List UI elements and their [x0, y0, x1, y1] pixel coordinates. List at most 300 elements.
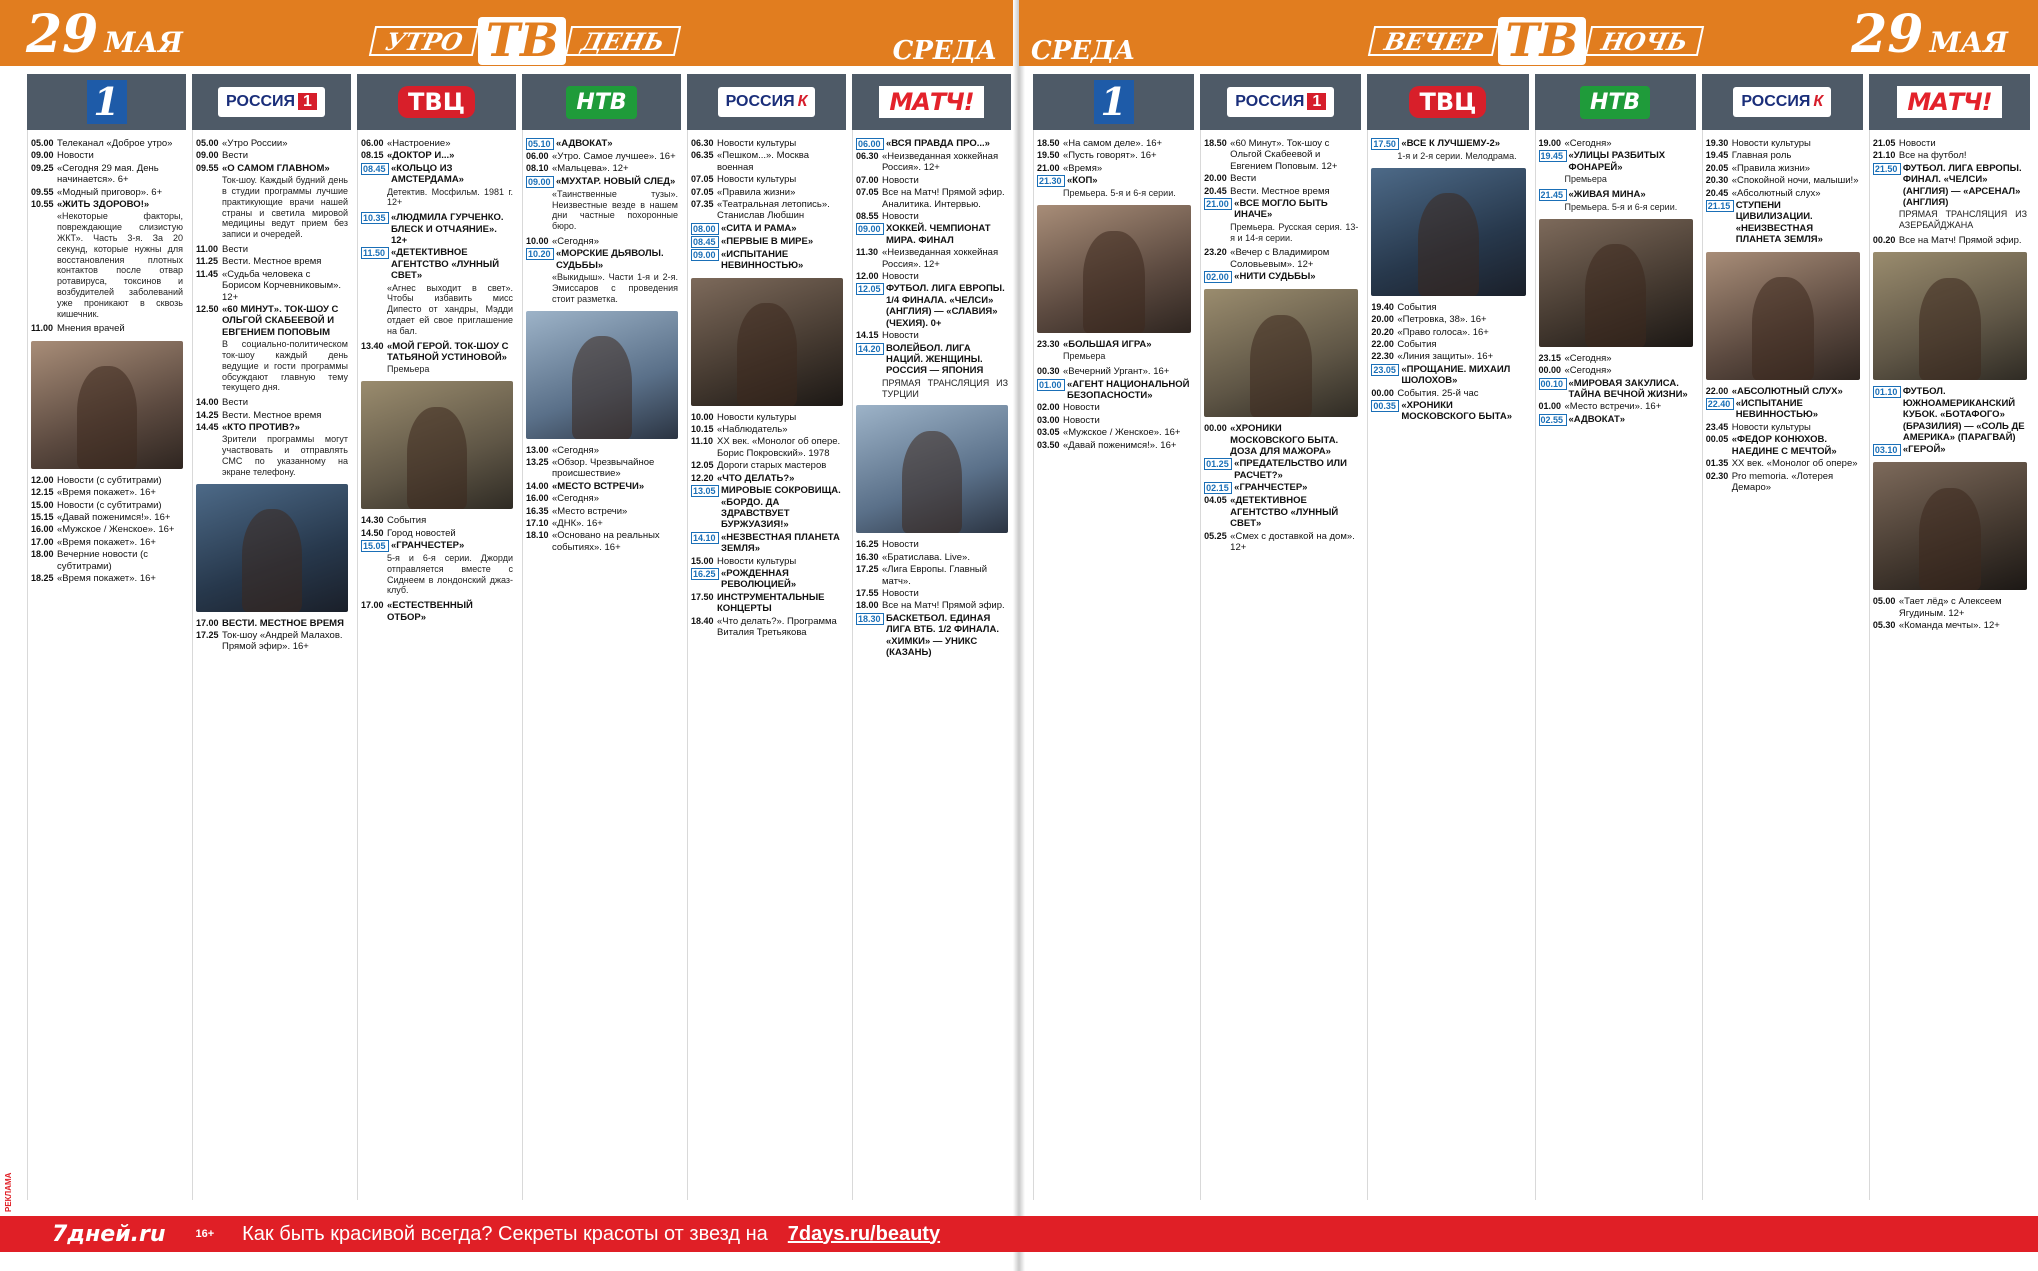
- entry-time: 12.05: [691, 460, 714, 471]
- entry-title: «БОЛЬШАЯ ИГРА»: [1063, 339, 1152, 351]
- entry-title: «Смех с доставкой на дом». 12+: [1230, 530, 1355, 553]
- schedule-entry[interactable]: [361, 528, 513, 539]
- schedule-entry[interactable]: [196, 397, 348, 408]
- schedule-entry[interactable]: [1204, 198, 1358, 221]
- entry-time: 18.50: [1204, 138, 1227, 148]
- schedule-entry[interactable]: [196, 256, 348, 267]
- schedule-entry[interactable]: [1037, 138, 1191, 149]
- schedule-entry[interactable]: [1873, 596, 2027, 619]
- schedule-entry[interactable]: [1037, 379, 1191, 402]
- entry-time: 20.05: [1705, 162, 1729, 173]
- schedule-entry[interactable]: [1204, 458, 1358, 481]
- entry-time: 18.00: [856, 600, 879, 611]
- schedule-entry[interactable]: [31, 138, 183, 149]
- entry-title: Главная роль: [1731, 150, 1792, 162]
- schedule-entry[interactable]: [526, 518, 678, 529]
- schedule-entry[interactable]: [856, 271, 1008, 282]
- schedule-entry[interactable]: [196, 304, 348, 338]
- entry-title: «ХРОНИКИ МОСКОВСКОГО БЫТА»: [1401, 400, 1513, 423]
- entry-time: 18.00: [31, 549, 54, 560]
- russia-k-logo: РОССИЯ К: [718, 87, 816, 117]
- schedule-entry[interactable]: [361, 247, 513, 281]
- entry-title: Новости культуры: [1731, 138, 1811, 149]
- entry-title: ФУТБОЛ. ЛИГА ЕВРОПЫ. 1/4 ФИНАЛА. «ЧЕЛСИ» (АНГЛИЯ) — «СЛАВИЯ» (ЧЕХИЯ). 0+: [886, 283, 1005, 329]
- schedule-entry[interactable]: [1037, 366, 1191, 377]
- schedule-entry[interactable]: [691, 473, 843, 484]
- tvc-logo: ТВЦ: [1409, 86, 1486, 118]
- schedule-entry[interactable]: [856, 588, 1008, 599]
- entry-time: 00.00: [1538, 365, 1562, 376]
- schedule-entry[interactable]: [856, 223, 1008, 246]
- schedule-entry[interactable]: [361, 138, 513, 149]
- schedule-entry[interactable]: [196, 422, 348, 433]
- schedule-entry[interactable]: [691, 568, 843, 591]
- entry-time: 16.25: [856, 539, 879, 550]
- entry-title: Новости: [882, 539, 919, 551]
- entry-title: ХОККЕЙ. ЧЕМПИОНАТ МИРА. ФИНАЛ: [886, 223, 991, 246]
- photo-figure: [1250, 315, 1312, 417]
- channel-column: [192, 74, 351, 1200]
- schedule-entry[interactable]: [856, 552, 1008, 563]
- schedule-entry[interactable]: [1204, 423, 1358, 457]
- entry-time: 05.00: [1872, 596, 1896, 607]
- schedule-entry[interactable]: [1539, 189, 1693, 201]
- channel-column: [357, 74, 516, 1200]
- schedule-entry[interactable]: [691, 424, 843, 435]
- schedule-entry[interactable]: [1706, 150, 1860, 161]
- entry-title: Pro memoria. «Лотерея Демаро»: [1731, 470, 1834, 493]
- schedule-entry[interactable]: [856, 330, 1008, 341]
- schedule-entry[interactable]: [691, 436, 843, 459]
- schedule-entry[interactable]: [856, 343, 1008, 377]
- schedule-entry[interactable]: [1037, 163, 1191, 174]
- schedule-entry[interactable]: [856, 187, 1008, 210]
- schedule-entry[interactable]: [31, 549, 183, 572]
- schedule-entry[interactable]: [196, 138, 348, 149]
- schedule-list: [1200, 130, 1361, 1200]
- entry-title: «Давай поженимся!». 16+: [1063, 439, 1177, 451]
- schedule-entry[interactable]: [31, 524, 183, 535]
- tvc-logo: ТВЦ: [398, 86, 475, 118]
- schedule-entry[interactable]: [856, 613, 1008, 659]
- entry-time: 05.00: [31, 138, 54, 148]
- schedule-entry[interactable]: [1037, 402, 1191, 413]
- entry-time: 23.20: [1204, 247, 1227, 258]
- entry-time: 09.00: [691, 249, 719, 261]
- schedule-entry[interactable]: [1204, 482, 1358, 494]
- schedule-entry[interactable]: [856, 564, 1008, 587]
- schedule-entry[interactable]: [691, 236, 843, 248]
- entry-time: 21.50: [1873, 163, 1901, 175]
- schedule-entry[interactable]: [1706, 386, 1860, 397]
- entry-title: «КОП»: [1067, 175, 1098, 187]
- ad-banner[interactable]: [0, 1216, 2038, 1252]
- entry-time: 21.30: [1037, 175, 1065, 187]
- schedule-entry[interactable]: [856, 138, 1008, 150]
- entry-time: 05.10: [526, 138, 554, 150]
- entry-title: «ХРОНИКИ МОСКОВСКОГО БЫТА. ДОЗА ДЛЯ МАЖОРА»: [1230, 423, 1339, 458]
- entry-description: Ток-шоу. Каждый будний день в студии программы лучшие практикующие врачи нашей страны и светила мировой медицины ведут прием без записи и очередей.: [222, 175, 348, 240]
- entry-time: 14.00: [196, 397, 219, 408]
- entry-title: «МОЙ ГЕРОЙ. ТОК-ШОУ С ТАТЬЯНОЙ УСТИНОВОЙ»: [387, 340, 509, 364]
- schedule-entry[interactable]: [691, 556, 843, 567]
- entry-title: «Право голоса». 16+: [1397, 326, 1489, 338]
- entry-time: 17.10: [526, 518, 549, 529]
- schedule-entry[interactable]: [1204, 186, 1358, 197]
- entry-title: «Наблюдатель»: [717, 424, 788, 436]
- entry-time: 14.00: [526, 480, 549, 491]
- entry-title: События. 25-й час: [1397, 387, 1479, 399]
- schedule-entry[interactable]: [361, 150, 513, 161]
- schedule-entry[interactable]: [1706, 398, 1860, 421]
- schedule-entry[interactable]: [526, 163, 678, 174]
- entry-title: Мнения врачей: [57, 323, 125, 335]
- schedule-entry[interactable]: [1037, 175, 1191, 187]
- date: [26, 4, 183, 70]
- schedule-entry[interactable]: [526, 176, 678, 188]
- entry-time: 14.50: [361, 527, 384, 538]
- entry-time: 14.45: [196, 422, 219, 433]
- schedule-entry[interactable]: [691, 412, 843, 423]
- entry-time: 11.00: [31, 323, 54, 334]
- schedule-entry[interactable]: [1539, 414, 1693, 426]
- schedule-entry[interactable]: [31, 573, 183, 584]
- schedule-entry[interactable]: [196, 244, 348, 255]
- entry-time: 20.00: [1204, 173, 1227, 184]
- entry-title: «Мужское / Женское». 16+: [1063, 427, 1181, 439]
- schedule-entry[interactable]: [691, 174, 843, 185]
- schedule-entry[interactable]: [691, 592, 843, 615]
- program-photo: [1873, 252, 2027, 380]
- channel-logo-bar: [357, 74, 516, 130]
- entry-title: Все на Матч! Прямой эфир. Аналитика. Интервью.: [882, 187, 1005, 210]
- ad-marker: РЕКЛАМА: [4, 1172, 13, 1212]
- schedule-entry[interactable]: [361, 600, 513, 623]
- schedule-entry[interactable]: [31, 150, 183, 161]
- schedule-entry[interactable]: [526, 493, 678, 504]
- schedule-entry[interactable]: [31, 323, 183, 334]
- date-day: 29: [26, 4, 99, 65]
- schedule-entry[interactable]: [1706, 422, 1860, 433]
- weekday-label: СРЕДА: [892, 36, 997, 66]
- schedule-entry[interactable]: [1706, 471, 1860, 494]
- entry-time: 11.30: [856, 247, 879, 258]
- entry-time: 09.00: [856, 223, 884, 235]
- entry-time: 12.05: [856, 283, 884, 295]
- schedule-entry[interactable]: [526, 457, 678, 480]
- schedule-entry[interactable]: [196, 410, 348, 421]
- schedule-entry[interactable]: [1037, 415, 1191, 426]
- schedule-entry[interactable]: [1371, 138, 1525, 150]
- schedule-entry[interactable]: [1371, 314, 1525, 325]
- schedule-entry[interactable]: [1873, 138, 2027, 149]
- entry-description: В социально-политическом ток-шоу каждый день ведущие и гости программы обсуждают главную тему текущего дня.: [222, 339, 348, 393]
- channel-logo-bar: [1869, 74, 2030, 130]
- schedule-entry[interactable]: [361, 163, 513, 186]
- schedule-entry[interactable]: [1706, 163, 1860, 174]
- entry-title: «Неизведанная хоккейная Россия». 12+: [882, 151, 999, 174]
- schedule-entry[interactable]: [1204, 531, 1358, 554]
- schedule-entry[interactable]: [691, 150, 843, 173]
- schedule-entry[interactable]: [31, 163, 183, 186]
- schedule-entry[interactable]: [31, 187, 183, 198]
- schedule-entry[interactable]: [1706, 458, 1860, 469]
- entry-title: «Сегодня 29 мая. День начинается». 6+: [57, 162, 159, 186]
- schedule-entry[interactable]: [691, 485, 843, 531]
- entry-title: «НЕЗВЕСТНАЯ ПЛАНЕТА ЗЕМЛЯ»: [721, 531, 840, 555]
- entry-title: События: [387, 515, 427, 527]
- entry-title: ХХ век. «Монолог об опере. Борис Покровский». 1978: [717, 436, 841, 459]
- entry-time: 00.00: [1204, 423, 1227, 434]
- schedule-entry[interactable]: [1371, 351, 1525, 362]
- entry-title: События: [1397, 301, 1437, 313]
- schedule-entry[interactable]: [1873, 235, 2027, 246]
- entry-title: «ГЕРОЙ»: [1902, 444, 1946, 456]
- entry-description: Премьера: [1063, 351, 1106, 362]
- schedule-entry[interactable]: [526, 506, 678, 517]
- schedule-entry[interactable]: [856, 211, 1008, 222]
- schedule-entry[interactable]: [31, 512, 183, 523]
- schedule-entry[interactable]: [1873, 444, 2027, 456]
- entry-title: «АДВОКАТ»: [556, 138, 613, 149]
- entry-time: 06.35: [691, 150, 714, 161]
- entry-title: «Давай поженимся!». 16+: [57, 512, 171, 524]
- match-logo: МАТЧ!: [1897, 86, 2001, 118]
- entry-time: 19.00: [1538, 138, 1562, 148]
- promo-link[interactable]: 7days.ru/beauty: [787, 1222, 941, 1245]
- schedule-entry[interactable]: [856, 151, 1008, 174]
- entry-title: «АДВОКАТ»: [1568, 413, 1626, 425]
- channel-column: [687, 74, 846, 1200]
- entry-time: 06.00: [856, 138, 884, 150]
- schedule-entry[interactable]: [1037, 427, 1191, 438]
- entry-title: Все на футбол!: [1898, 150, 1967, 162]
- entry-time: 00.20: [1872, 235, 1896, 246]
- schedule-entry[interactable]: [691, 616, 843, 639]
- entry-time: 16.00: [526, 493, 549, 504]
- schedule-entry[interactable]: [1539, 365, 1693, 376]
- schedule-entry[interactable]: [196, 630, 348, 653]
- schedule-entry[interactable]: [196, 163, 348, 174]
- schedule-entry[interactable]: [526, 236, 678, 247]
- schedule-entry[interactable]: [1873, 163, 2027, 209]
- schedule-entry[interactable]: [1204, 271, 1358, 283]
- schedule-entry[interactable]: [31, 487, 183, 498]
- entry-time: 17.25: [856, 564, 879, 575]
- schedule-entry[interactable]: [1204, 138, 1358, 172]
- entry-title: Новости культуры: [717, 138, 797, 149]
- entry-title: Новости культуры: [717, 555, 797, 567]
- schedule-entry[interactable]: [361, 212, 513, 246]
- schedule-list: [357, 130, 516, 1200]
- schedule-entry[interactable]: [1371, 302, 1525, 313]
- entry-time: 18.40: [691, 615, 714, 626]
- entry-time: 23.05: [1371, 364, 1399, 376]
- schedule-entry[interactable]: [31, 537, 183, 548]
- entry-time: 08.45: [691, 236, 719, 248]
- schedule-entry[interactable]: [691, 532, 843, 555]
- schedule-entry[interactable]: [1539, 378, 1693, 401]
- entry-time: 15.05: [361, 540, 389, 552]
- schedule-entry[interactable]: [1371, 339, 1525, 350]
- schedule-entry[interactable]: [1037, 440, 1191, 451]
- schedule-entry[interactable]: [1204, 495, 1358, 529]
- entry-title: «Петровка, 38». 16+: [1397, 314, 1487, 326]
- schedule-entry[interactable]: [526, 530, 678, 553]
- entry-time: 04.05: [1204, 495, 1227, 506]
- entry-time: 15.15: [31, 512, 54, 523]
- entry-title: «ДОКТОР И...»: [387, 150, 455, 162]
- entry-title: «АГЕНТ НАЦИОНАЛЬНОЙ БЕЗОПАСНОСТИ»: [1067, 378, 1190, 402]
- entry-title: «Неизведанная хоккейная Россия». 12+: [882, 247, 999, 270]
- entry-time: 03.10: [1873, 444, 1901, 456]
- schedule-entry[interactable]: [1706, 175, 1860, 186]
- entry-time: 17.25: [196, 630, 219, 641]
- schedule-entry[interactable]: [1539, 353, 1693, 364]
- schedule-list: [1869, 130, 2030, 1200]
- schedule-entry[interactable]: [526, 151, 678, 162]
- schedule-entry[interactable]: [856, 247, 1008, 270]
- schedule-entry[interactable]: [856, 175, 1008, 186]
- entry-time: 17.50: [691, 591, 714, 602]
- entry-time: 08.15: [361, 150, 384, 161]
- schedule-entry[interactable]: [691, 138, 843, 149]
- entry-description: «Некоторые факторы, повреждающие слизистую ЖКТ». Часть 3-я. За 20 секунд, которые нужны для восстановления плотных контактов после отвар ротавируса, токсинов и возбудителей заболеваний уже проникают в сквозь кишечник.: [57, 211, 183, 319]
- entry-time: 13.40: [361, 340, 384, 351]
- weekday-label: СРЕДА: [1031, 36, 1136, 66]
- entry-time: 00.30: [1037, 366, 1060, 377]
- photo-figure: [902, 431, 963, 533]
- entry-time: 12.15: [31, 487, 54, 498]
- entry-title: «НИТИ СУДЬБЫ»: [1234, 271, 1316, 283]
- entry-title: «ДЕТЕКТИВНОЕ АГЕНТСТВО «ЛУННЫЙ СВЕТ»: [1230, 495, 1339, 530]
- schedule-entry[interactable]: [1706, 200, 1860, 246]
- schedule-entry[interactable]: [361, 341, 513, 364]
- entry-title: «Линия защиты». 16+: [1397, 351, 1494, 363]
- schedule-entry[interactable]: [691, 199, 843, 222]
- entry-title: «Сегодня»: [1564, 352, 1612, 364]
- schedule-entry[interactable]: [856, 600, 1008, 611]
- entry-title: «ЖИВАЯ МИНА»: [1568, 189, 1646, 201]
- entry-title: «Сегодня»: [552, 236, 599, 247]
- entry-title: Новости: [1898, 138, 1936, 149]
- entry-time: 02.15: [1204, 482, 1232, 494]
- entry-title: «Вечер с Владимиром Соловьевым». 12+: [1230, 247, 1330, 270]
- schedule-entry[interactable]: [856, 283, 1008, 329]
- schedule-entry[interactable]: [1371, 388, 1525, 399]
- schedule-entry[interactable]: [196, 269, 348, 303]
- channel-logo-bar: [522, 74, 681, 130]
- entry-time: 16.35: [526, 505, 549, 516]
- schedule-entry[interactable]: [31, 199, 183, 210]
- schedule-entry[interactable]: [1706, 138, 1860, 149]
- schedule-entry[interactable]: [361, 540, 513, 552]
- ntv-logo: НТВ: [566, 86, 636, 119]
- section-banner: [1371, 13, 1701, 67]
- schedule-entry[interactable]: [691, 460, 843, 471]
- entry-time: 18.50: [1037, 138, 1060, 148]
- russia-1-logo: РОССИЯ 1: [218, 87, 325, 117]
- entry-time: 16.25: [691, 568, 719, 580]
- entry-time: 14.15: [856, 330, 879, 341]
- entry-title: ИНСТРУМЕНТАЛЬНЫЕ КОНЦЕРТЫ: [717, 591, 825, 615]
- schedule-entry[interactable]: [1371, 327, 1525, 338]
- schedule-entry[interactable]: [361, 515, 513, 526]
- entry-time: 20.45: [1705, 187, 1729, 198]
- channel-one-logo: 1: [87, 80, 127, 124]
- schedule-entry[interactable]: [1873, 150, 2027, 161]
- entry-time: 02.30: [1705, 470, 1729, 481]
- schedule-entry[interactable]: [31, 500, 183, 511]
- entry-time: 11.50: [361, 247, 389, 259]
- schedule-entry[interactable]: [691, 187, 843, 198]
- schedule-entry[interactable]: [1539, 150, 1693, 173]
- schedule-entry[interactable]: [1539, 138, 1693, 149]
- entry-title: ФУТБОЛ. ЮЖНОАМЕРИКАНСКИЙ КУБОК. «БОТАФОГО» (БРАЗИЛИЯ) — «СОЛЬ ДЕ АМЕРИКА» (ПАРАГВАЙ): [1902, 386, 2025, 444]
- schedule-entry[interactable]: [526, 138, 678, 150]
- program-photo: [1873, 462, 2027, 590]
- entry-time: 00.35: [1371, 400, 1399, 412]
- schedule-entry[interactable]: [196, 150, 348, 161]
- entry-title: «Обзор. Чрезвычайное происшествие»: [552, 457, 655, 480]
- entry-time: 19.45: [1705, 150, 1729, 161]
- right-page: [1019, 0, 2038, 1271]
- entry-title: «ВСЕ МОГЛО БЫТЬ ИНАЧЕ»: [1234, 198, 1328, 221]
- entry-title: «ФЕДОР КОНЮХОВ. НАЕДИНЕ С МЕЧТОЙ»: [1731, 434, 1837, 457]
- schedule-entry[interactable]: [1204, 247, 1358, 270]
- schedule-entry[interactable]: [1204, 173, 1358, 184]
- schedule-list: [1367, 130, 1528, 1200]
- schedule-entry[interactable]: [1706, 434, 1860, 457]
- entry-time: 15.00: [691, 555, 714, 566]
- schedule-entry[interactable]: [1706, 188, 1860, 199]
- entry-time: 11.25: [196, 256, 219, 267]
- schedule-entry[interactable]: [1037, 150, 1191, 161]
- schedule-entry[interactable]: [691, 223, 843, 235]
- schedule-entry[interactable]: [1037, 339, 1191, 350]
- russia-1-logo: РОССИЯ 1: [1227, 87, 1334, 117]
- entry-title: «Пешком...». Москва военная: [717, 150, 810, 173]
- entry-time: 17.00: [361, 600, 384, 611]
- schedule-entry[interactable]: [196, 618, 348, 629]
- schedule-entry[interactable]: [31, 475, 183, 486]
- program-photo: [1371, 168, 1525, 296]
- entry-title: «Основано на реальных событиях». 16+: [552, 530, 660, 553]
- channel-column: [1535, 74, 1696, 1200]
- entry-title: «Тает лёд» с Алексеем Ягудиным. 12+: [1898, 596, 2002, 619]
- schedule-entry[interactable]: [1371, 400, 1525, 423]
- schedule-entry[interactable]: [1873, 386, 2027, 443]
- schedule-list: [1033, 130, 1194, 1200]
- schedule-entry[interactable]: [1539, 401, 1693, 412]
- schedule-entry[interactable]: [1371, 364, 1525, 387]
- schedule-entry[interactable]: [526, 445, 678, 456]
- entry-time: 03.00: [1037, 414, 1060, 425]
- entry-title: «Место встречи». 16+: [1564, 401, 1662, 413]
- schedule-entry[interactable]: [691, 249, 843, 272]
- schedule-entry[interactable]: [1873, 620, 2027, 631]
- program-photo: [31, 341, 183, 469]
- entry-title: Все на Матч! Прямой эфир.: [1898, 235, 2022, 247]
- schedule-entry[interactable]: [526, 248, 678, 271]
- channel-logo-bar: [192, 74, 351, 130]
- entry-title: «Братислава. Live».: [882, 551, 970, 563]
- entry-title: Новости: [882, 587, 919, 599]
- schedule-entry[interactable]: [856, 539, 1008, 550]
- entry-time: 08.45: [361, 163, 389, 175]
- schedule-entry[interactable]: [526, 481, 678, 492]
- schedule-list: [852, 130, 1011, 1200]
